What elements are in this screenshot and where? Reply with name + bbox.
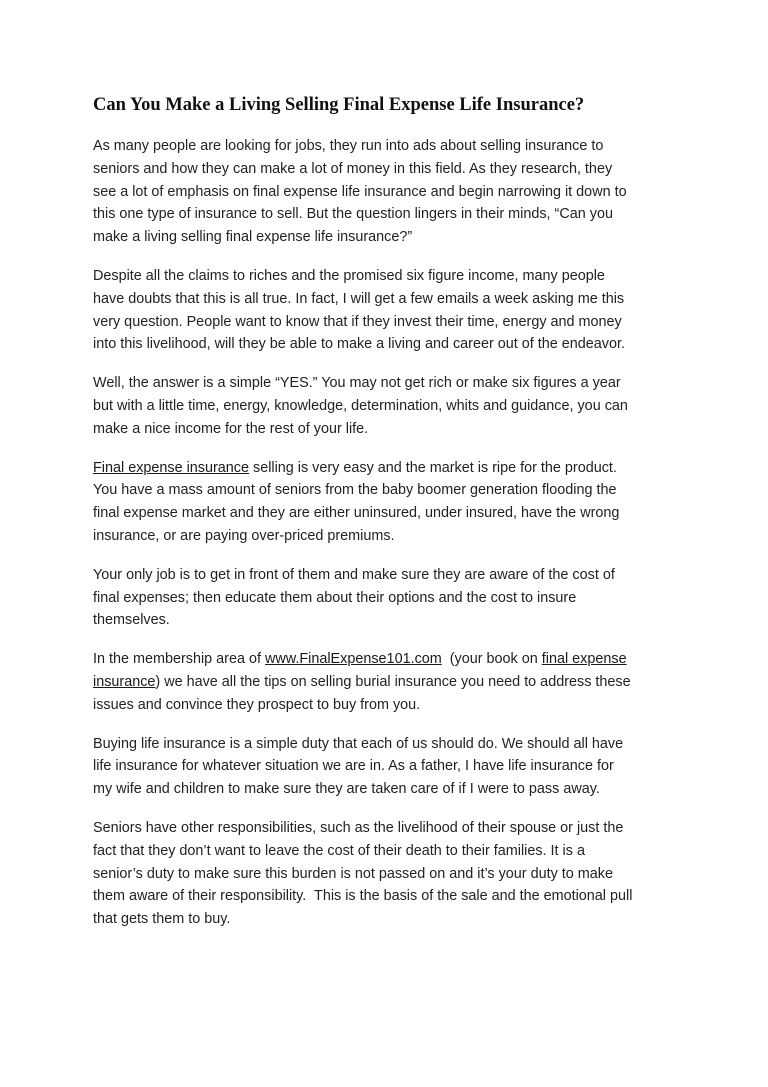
paragraph-line: Despite all the claims to riches and the promised six figure income, many people <box>93 267 605 284</box>
finalexpense101-link[interactable]: www.FinalExpense101.com <box>264 651 442 668</box>
final-expense-insurance-link[interactable]: Final expense insurance <box>93 459 249 476</box>
paragraph-line-text: ) we have all the tips on selling burial insurance you need to address these <box>155 673 631 690</box>
paragraph-line: Seniors have other responsibilities, such as the livelihood of their spouse or just the <box>93 819 624 836</box>
paragraph-line <box>93 671 685 694</box>
paragraph-line-text: selling is very easy and the market is ripe for the product. <box>249 459 617 476</box>
paragraph-line: but with a little time, energy, knowledge, determination, whits and guidance, you can <box>93 397 628 414</box>
paragraph-line: that gets them to buy. <box>93 911 231 928</box>
paragraph-1 <box>93 135 685 249</box>
paragraph-line: seniors and how they can make a lot of money in this field. As they research, they <box>93 160 613 177</box>
paragraph-3 <box>93 372 685 440</box>
paragraph-line: As many people are looking for jobs, they run into ads about selling insurance to <box>93 138 604 154</box>
paragraph-line: see a lot of emphasis on final expense life insurance and begin narrowing it down to <box>93 183 627 200</box>
paragraph-line: make a living selling final expense life insurance?” <box>93 229 413 246</box>
paragraph-5 <box>93 564 685 632</box>
paragraph-line: them aware of their responsibility. This is the basis of the sale and the emotional pull <box>93 888 633 905</box>
paragraph-line: themselves. <box>93 612 170 629</box>
paragraph-line <box>93 648 685 671</box>
paragraph-line: my wife and children to make sure they are taken care of if I were to pass away. <box>93 781 600 798</box>
paragraph-line: Your only job is to get in front of them and make sure they are aware of the cost of <box>93 566 615 583</box>
paragraph-line: final expense market and they are either uninsured, under insured, have the wrong <box>93 505 620 522</box>
paragraph-line: fact that they don’t want to leave the cost of their death to their families. It is a <box>93 842 585 859</box>
paragraph-line: this one type of insurance to sell. But the question lingers in their minds, “Can you <box>93 206 613 223</box>
paragraph-line: make a nice income for the rest of your life. <box>93 420 369 437</box>
document-title: Can You Make a Living Selling Final Expense Life Insurance? <box>93 95 585 115</box>
paragraph-line: Buying life insurance is a simple duty that each of us should do. We should all have <box>93 735 624 752</box>
final-expense-insurance-link-2[interactable]: final expense <box>541 651 627 668</box>
paragraph-line: senior’s duty to make sure this burden is not passed on and it’s your duty to make <box>93 865 613 882</box>
paragraph-6 <box>93 648 685 716</box>
paragraph-line: issues and convince they prospect to buy from you. <box>93 696 421 713</box>
paragraph-line: You have a mass amount of seniors from the baby boomer generation flooding the <box>93 482 617 499</box>
paragraph-8 <box>93 817 685 931</box>
paragraph-7 <box>93 733 685 801</box>
paragraph-line-text: In the membership area of <box>93 651 265 668</box>
paragraph-2 <box>93 265 685 356</box>
paragraph-line: have doubts that this is all true. In fact, I will get a few emails a week asking me this <box>93 290 625 307</box>
final-expense-insurance-link-2-cont[interactable]: insurance <box>93 673 156 690</box>
paragraph-line: very question. People want to know that if they invest their time, energy and money <box>93 313 622 330</box>
paragraph-line: insurance, or are paying over-priced premiums. <box>93 527 395 544</box>
paragraph-line: Well, the answer is a simple “YES.” You may not get rich or make six figures a year <box>93 375 621 392</box>
paragraph-line-text: (your book on <box>441 651 542 668</box>
paragraph-line <box>93 457 685 480</box>
paragraph-line: into this livelihood, will they be able to make a living and career out of the endeavor. <box>93 336 625 353</box>
paragraph-line: final expenses; then educate them about their options and the cost to insure <box>93 589 577 606</box>
paragraph-4 <box>93 457 685 548</box>
document-page <box>93 93 685 947</box>
paragraph-line: life insurance for whatever situation we are in. As a father, I have life insurance for <box>93 758 614 775</box>
